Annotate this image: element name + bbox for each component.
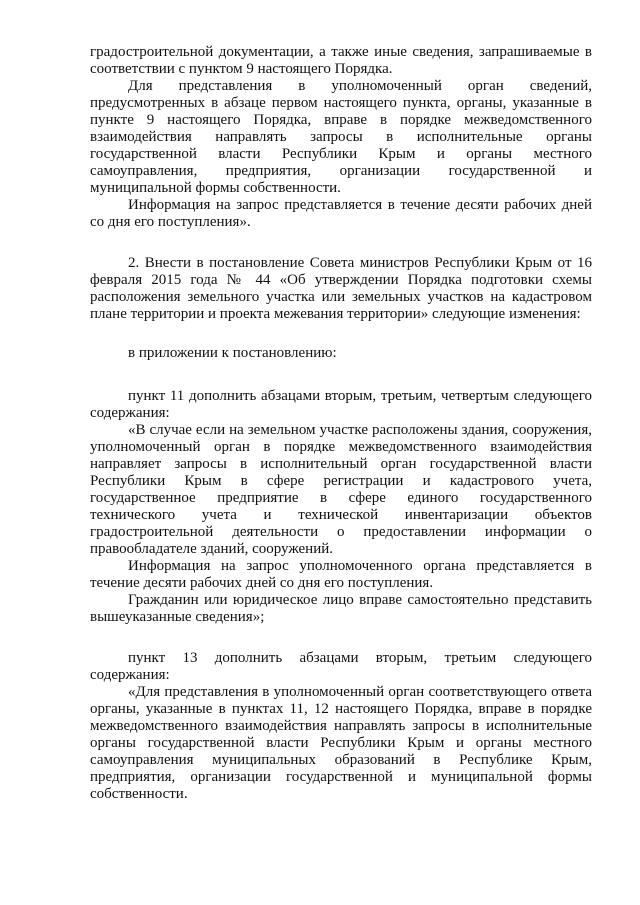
paragraph-clause-13: пункт 13 дополнить абзацами вторым, третьим следующего содержания: xyxy=(90,650,592,683)
paragraph-request-term: Информация на запрос уполномоченного органа представляется в течение десяти рабочих дней со дня его поступления. xyxy=(90,558,592,591)
paragraph-information-term: Информация на запрос представляется в течение десяти рабочих дней со дня его поступления». xyxy=(90,197,592,230)
paragraph-continuation: градостроительной документации, а также иные сведения, запрашиваемые в соответствии с пунктом 9 настоящего Порядка. xyxy=(90,44,592,77)
paragraph-buildings: «В случае если на земельном участке расположены здания, сооружения, уполномоченный орган в порядке межведомственного взаимодействия направляет запросы в исполнительный орган государственной власти Республики Крым в сфере регистрации и кадастрового учета, государственное предприятие в сфере единого государственного технического учета и технической инвентаризации объектов градостроительной деятельности о предоставлении информации о правообладателе зданий, сооружений. xyxy=(90,422,592,557)
paragraph-clause-11: пункт 11 дополнить абзацами вторым, третьим, четвертым следующего содержания: xyxy=(90,388,592,421)
paragraph-item-2: 2. Внести в постановление Совета министров Республики Крым от 16 февраля 2015 года № 44 «Об утверждении Порядка подготовки схемы расположения земельного участка или земельных участков на кадастровом плане территории и проекта межевания территории» следующие изменения: xyxy=(90,255,592,322)
paragraph-annex: в приложении к постановлению: xyxy=(128,345,337,361)
paragraph-answer: «Для представления в уполномоченный орган соответствующего ответа органы, указанные в пунктах 11, 12 настоящего Порядка, вправе в порядке межведомственного взаимодействия направлять запросы в исполнительные органы государственной власти Республики Крым и органы местного самоуправления муниципальных образований в Республике Крым, предприятия, организации государственной и муниципальной формы собственности. xyxy=(90,684,592,802)
document-page xyxy=(90,44,592,803)
paragraph-citizen: Гражданин или юридическое лицо вправе самостоятельно представить вышеуказанные сведения»; xyxy=(90,592,592,625)
paragraph-representation: Для представления в уполномоченный орган сведений, предусмотренных в абзаце первом настоящего пункта, органы, указанные в пункте 9 настоящего Порядка, вправе в порядке межведомственного взаимодействия направлять запросы в исполнительные органы государственной власти Республики Крым и органы местного самоуправления, предприятия, организации государственной и муниципальной формы собственности. xyxy=(90,78,592,196)
